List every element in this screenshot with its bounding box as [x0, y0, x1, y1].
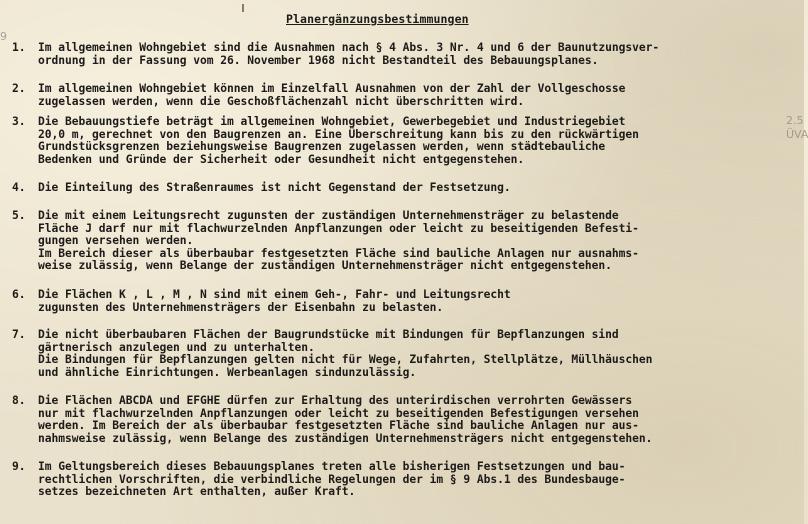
- document-title: Planergänzungsbestimmungen: [286, 12, 469, 26]
- clause-9: [12, 461, 625, 499]
- margin-mark-left: 9: [0, 30, 7, 43]
- clause-4: [12, 182, 511, 195]
- clause-number: 7.: [12, 328, 26, 341]
- clause-line: ordnung in der Fassung vom 26. November 1968 nicht Bestandteil des Bebauungsplanes.: [38, 53, 599, 67]
- clause-line: Die nicht überbaubaren Flächen der Baugrundstücke mit Bindungen für Bepflanzungen sind: [38, 328, 619, 341]
- clause-line: Im allgemeinen Wohngebiet können im Einzelfall Ausnahmen von der Zahl der Vollgeschosse: [38, 82, 626, 95]
- clause-line: Die Einteilung des Straßenraumes ist nicht Gegenstand der Festsetzung.: [38, 181, 511, 194]
- clause-line: Im allgemeinen Wohngebiet sind die Ausnahmen nach § 4 Abs. 3 Nr. 4 und 6 der Baunutzungsver-: [38, 41, 660, 54]
- clause-8: [12, 395, 652, 445]
- clause-line: Im Geltungsbereich dieses Bebauungsplanes treten alle bisherigen Festsetzungen und bau-: [38, 460, 626, 473]
- clause-line: setzes bezeichneten Art enthalten, außer Kraft.: [38, 485, 356, 499]
- clause-line: Grundstücksgrenzen beziehungsweise Baugrenzen zugelassen werden, wenn städtebauliche: [38, 140, 606, 154]
- clause-line: rechtlichen Vorschriften, die verbindliche Regelungen der im § 9 Abs.1 des Bundesbauge-: [38, 472, 626, 486]
- margin-mark-right-2: ÜVA: [786, 128, 808, 141]
- clause-line: zugunsten des Unternehmensträgers der Eisenbahn zu belasten.: [38, 300, 444, 314]
- clause-2: [12, 83, 625, 108]
- clause-number: 1.: [12, 41, 26, 54]
- clause-line: 20,0 m, gerechnet von den Baugrenzen an. Eine Überschreitung kann bis zu den rückwärtigen: [38, 127, 639, 141]
- clause-1: [12, 42, 659, 67]
- clause-line: Die mit einem Leitungsrecht zugunsten der zuständigen Unternehmensträger zu belastende: [38, 209, 619, 222]
- clause-3: [12, 116, 639, 166]
- clause-7: [12, 329, 652, 379]
- clause-number: 2.: [12, 82, 26, 95]
- clause-line: gärtnerisch anzulegen und zu unterhalten.: [38, 340, 315, 354]
- clause-5: [12, 210, 639, 273]
- clause-line: Die Flächen ABCDA und EFGHE dürfen zur Erhaltung des unterirdischen verrohrten Gewässers: [38, 394, 633, 407]
- clause-6: [12, 289, 511, 314]
- clause-number: 9.: [12, 460, 26, 473]
- clause-number: 3.: [12, 115, 26, 128]
- margin-mark-right-1: 2.5: [786, 114, 804, 127]
- clause-line: nur mit flachwurzelnden Anpflanzungen oder leicht zu beseitigenden Befestigungen versehen: [38, 406, 639, 420]
- clause-line: nahmsweise zulässig, wenn Belange des zuständigen Unternehmensträgers nicht entgegenstehen.: [38, 431, 653, 445]
- clause-line: gungen versehen werden.: [38, 234, 194, 248]
- clause-line: Die Bebauungstiefe beträgt im allgemeinen Wohngebiet, Gewerbegebiet und Industriegebiet: [38, 115, 626, 128]
- clause-line: Fläche J darf nur mit flachwurzelnden Anpflanzungen oder leicht zu beseitigenden Befesti-: [38, 221, 639, 235]
- clause-number: 6.: [12, 288, 26, 301]
- clause-number: 8.: [12, 394, 26, 407]
- paper-mark: [242, 4, 244, 12]
- clause-line: Im Bereich dieser als überbaubar festgesetzten Fläche sind bauliche Anlagen nur ausnahms-: [38, 246, 639, 260]
- clause-number: 4.: [12, 181, 26, 194]
- clause-number: 5.: [12, 209, 26, 222]
- clause-line: werden. Im Bereich der als überbaubar festgesetzten Fläche sind bauliche Anlagen nur aus-: [38, 419, 639, 433]
- clause-line: Die Bindungen für Bepflanzungen gelten nicht für Wege, Zufahrten, Stellplätze, Müllhäuschen: [38, 353, 653, 367]
- clause-line: Bedenken und Gründe der Sicherheit oder Gesundheit nicht entgegenstehen.: [38, 152, 525, 166]
- clause-line: zugelassen werden, wenn die Geschoßflächenzahl nicht überschritten wird.: [38, 94, 525, 108]
- clause-line: weise zulässig, wenn Belange der zuständigen Unternehmensträger nicht entgegenstehen.: [38, 259, 612, 273]
- clause-line: Die Flächen K , L , M , N sind mit einem Geh-, Fahr- und Leitungsrecht: [38, 288, 511, 301]
- clause-line: und ähnliche Einrichtungen. Werbeanlagen sindunzulässig.: [38, 365, 417, 379]
